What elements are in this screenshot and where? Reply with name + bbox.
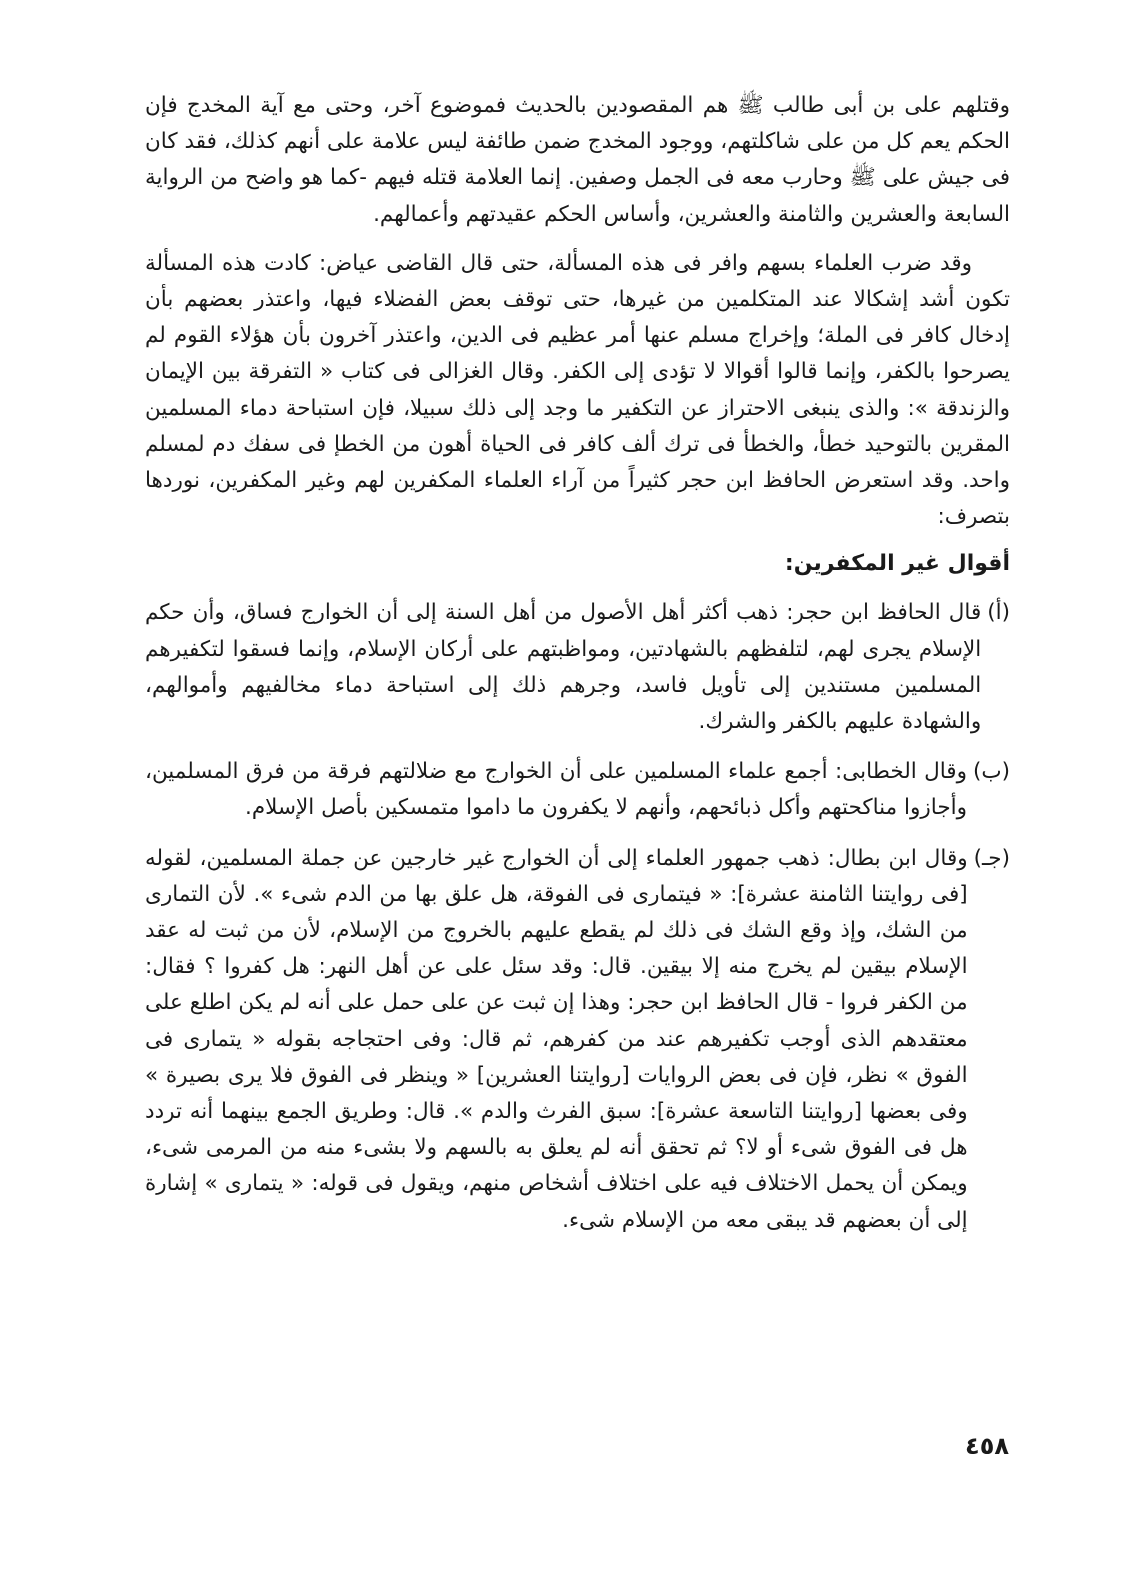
list-item-a xyxy=(145,595,1010,740)
item-marker: (أ) xyxy=(987,600,1010,626)
paragraph-2: وقد ضرب العلماء بسهم وافر فى هذه المسألة، حتى قال القاضى عياض: كادت هذه المسألة تكون أشد إشكالا عند المتكلمين من غيرها، حتى توقف بعض الفضلاء فيها، واعتذر بعضهم بأن إدخال كافر فى الملة؛ وإخراج مسلم عنها أمر عظيم فى الدين، واعتذر آخرون بأن هؤلاء القوم لم يصرحوا بالكفر، وإنما قالوا أقوالا لا تؤدى إلى الكفر. وقال الغزالى فى كتاب « التفرقة بين الإيمان والزندقة »: والذى ينبغى الاحتراز عن التكفير ما وجد إلى ذلك سبيلا، فإن استباحة دماء المسلمين المقرين بالتوحيد خطأ، والخطأ فى ترك ألف كافر فى الحياة أهون من الخطإ فى سفك دم لمسلم واحد. وقد استعرض الحافظ ابن حجر كثيراً من آراء العلماء المكفرين لهم وغير المكفرين، نوردها بتصرف: xyxy=(145,250,1010,530)
list-item-c xyxy=(145,841,1010,1239)
paragraph-1: وقتلهم على بن أبى طالب ﷺ هم المقصودين بالحديث فموضوع آخر، وحتى مع آية المخدج فإن الحكم يعم كل من على شاكلتهم، ووجود المخدج ضمن طائفة ليس علامة على أنهم كذلك، فقد كان فى جيش على ﷺ وحارب معه فى الجمل وصفين. إنما العلامة قتله فيهم -كما هو واضح من الرواية السابعة والعشرين والثامنة والعشرين، وأساس الحكم عقيدتهم وأعمالهم. xyxy=(145,93,1010,227)
list-item-b xyxy=(145,754,1010,826)
item-text: قال الحافظ ابن حجر: ذهب أكثر أهل الأصول من أهل السنة إلى أن الخوارج فساق، وأن حكم الإسلام يجرى لهم، لتلفظهم بالشهادتين، ومواظبتهم على أركان الإسلام، وإنما فسقوا لتكفيرهم المسلمين مستندين إلى تأويل فاسد، وجرهم ذلك إلى استباحة دماء مخالفيهم وأموالهم، والشهادة عليهم بالكفر والشرك. xyxy=(145,600,982,735)
item-marker: (جـ) xyxy=(973,845,1010,871)
section-heading: أقوال غير المكفرين: xyxy=(784,551,1010,577)
item-text: وقال ابن بطال: ذهب جمهور العلماء إلى أن الخوارج غير خارجين عن جملة المسلمين، لقوله [فى روايتنا الثامنة عشرة]: « فيتمارى فى الفوقة، هل علق بها من الدم شىء ». لأن التمارى من الشك، وإذ وقع الشك فى ذلك لم يقطع عليهم بالخروج من الإسلام، لأن من ثبت له عقد الإسلام بيقين لم يخرج منه إلا بيقين. قال: وقد سئل على عن أهل النهر: هل كفروا ؟ فقال: من الكفر فروا - قال الحافظ ابن حجر: وهذا إن ثبت عن على حمل على أنه لم يكن اطلع على معتقدهم الذى أوجب تكفيرهم عند من كفرهم، ثم قال: وفى احتجاجه بقوله « يتمارى فى الفوق » نظر، فإن فى بعض الروايات [روايتنا العشرين] « وينظر فى الفوق فلا يرى بصيرة » وفى بعضها [روايتنا التاسعة عشرة]: سبق الفرث والدم ». قال: وطريق الجمع بينهما أنه تردد هل فى الفوق شىء أو لا؟ ثم تحقق أنه لم يعلق به بالسهم ولا بشىء منه من المرمى شىء، ويمكن أن يحمل الاختلاف فيه على اختلاف أشخاص منهم، ويقول فى قوله: « يتمارى » إشارة إلى أن بعضهم قد يبقى معه من الإسلام شىء. xyxy=(145,845,968,1233)
item-text: وقال الخطابى: أجمع علماء المسلمين على أن الخوارج مع ضلالتهم فرقة من فرق المسلمين، وأجازوا مناكحتهم وأكل ذبائحهم، وأنهم لا يكفرون ما داموا متمسكين بأصل الإسلام. xyxy=(145,759,967,821)
item-marker: (ب) xyxy=(972,759,1010,785)
page-body xyxy=(145,88,1010,1253)
page-number: ٤٥٨ xyxy=(965,1432,1009,1460)
